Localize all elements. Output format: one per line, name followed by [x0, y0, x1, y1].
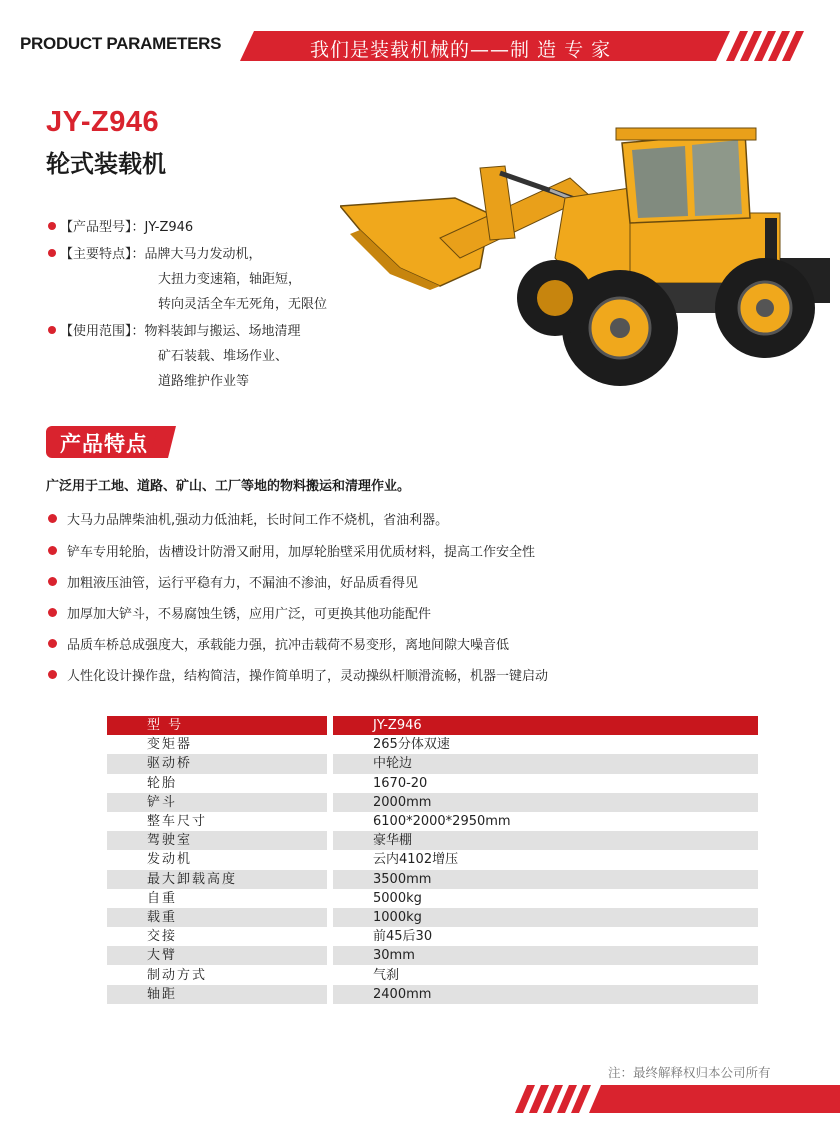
feature-item [48, 541, 535, 560]
feature-text: 人性化设计操作盘，结构简洁，操作简单明了，灵动操纵杆顺滑流畅，机器一键启动 [67, 669, 549, 684]
table-row [107, 774, 758, 793]
wheel-back-left [517, 260, 593, 336]
table-row [107, 850, 758, 869]
table-cell-label: 整车尺寸 [107, 812, 327, 831]
table-cell-label: 大臂 [107, 946, 327, 965]
header-title: PRODUCT PARAMETERS [20, 34, 222, 53]
bullet-icon [48, 222, 56, 230]
table-cell-label: 轴距 [107, 985, 327, 1004]
header-slogan: 我们是装载机械的——制 造 专 家 [310, 39, 612, 61]
spec-features-line: 品牌大马力发动机， [144, 247, 262, 262]
table-cell-label: 铲斗 [107, 793, 327, 812]
table-cell-value: 气刹 [333, 965, 758, 984]
table-cell-label: 发动机 [107, 850, 327, 869]
table-cell-value: 豪华棚 [333, 831, 758, 850]
table-header-label: 型 号 [107, 716, 327, 735]
table-cell-value: 前45后30 [333, 927, 758, 946]
spec-usage-line: 道路维护作业等 [158, 374, 250, 389]
bullet-icon [48, 608, 57, 617]
wheel-rear [715, 258, 815, 358]
table-row [107, 870, 758, 889]
feature-text: 铲车专用轮胎，齿槽设计防滑又耐用，加厚轮胎壁采用优质材料，提高工作安全性 [67, 545, 536, 560]
table-cell-label: 最大卸载高度 [107, 870, 327, 889]
table-cell-label [107, 1004, 327, 1023]
feature-text: 加粗液压油管，运行平稳有力，不漏油不渗油，好品质看得见 [67, 576, 419, 591]
table-row [107, 985, 758, 1004]
table-row [107, 812, 758, 831]
spec-usage-label: 【使用范围】： [60, 324, 145, 339]
table-cell-label: 制动方式 [107, 965, 327, 984]
table-cell-label: 驱动桥 [107, 754, 327, 773]
bullet-icon [48, 639, 57, 648]
feature-item [48, 634, 509, 653]
spec-model-value: JY-Z946 [144, 220, 194, 235]
table-cell-value: 6100*2000*2950mm [333, 812, 758, 831]
table-cell-value: 2000mm [333, 793, 758, 812]
table-row [107, 1004, 758, 1023]
wheel-loader-image [340, 118, 840, 398]
table-row [107, 965, 758, 984]
table-row [107, 754, 758, 773]
table-cell-value: 1670-20 [333, 774, 758, 793]
table-row [107, 946, 758, 965]
spec-table [101, 716, 764, 1023]
table-row [107, 908, 758, 927]
bullet-icon [48, 577, 57, 586]
spec-features-line: 大扭力变速箱，轴距短， [158, 272, 302, 287]
table-cell-value: 云内4102增压 [333, 850, 758, 869]
table-cell-value: 265分体双速 [333, 735, 758, 754]
table-cell-label: 载重 [107, 908, 327, 927]
section-intro: 广泛用于工地、道路、矿山、工厂等地的物料搬运和清理作业。 [46, 479, 411, 494]
feature-text: 品质车桥总成强度大，承载能力强，抗冲击载荷不易变形，离地间隙大噪音低 [67, 638, 510, 653]
table-cell-value: 30mm [333, 946, 758, 965]
section-heading: 产品特点 [60, 432, 148, 456]
table-row [107, 927, 758, 946]
feature-item [48, 509, 448, 528]
table-cell-label: 变矩器 [107, 735, 327, 754]
bullet-icon [48, 326, 56, 334]
table-row [107, 889, 758, 908]
table-cell-value: 1000kg [333, 908, 758, 927]
table-row [107, 793, 758, 812]
feature-item [48, 665, 548, 684]
spec-usage-row [48, 320, 301, 339]
table-cell-label: 交接 [107, 927, 327, 946]
spec-features-line: 转向灵活全车无死角，无限位 [158, 297, 328, 312]
bullet-icon [48, 546, 57, 555]
spec-usage-line: 物料装卸与搬运、场地清理 [144, 324, 301, 339]
bullet-icon [48, 249, 56, 257]
table-cell-value: 中轮边 [333, 754, 758, 773]
bullet-icon [48, 670, 57, 679]
bullet-icon [48, 514, 57, 523]
footer-band [515, 1085, 840, 1113]
product-name: 轮式装载机 [46, 150, 166, 178]
table-cell-label: 驾驶室 [107, 831, 327, 850]
footer-note: 注：最终解释权归本公司所有 [608, 1065, 771, 1080]
spec-features-row [48, 243, 262, 262]
table-cell-value: 3500mm [333, 870, 758, 889]
table-header-row [107, 716, 758, 735]
spec-model-label: 【产品型号】： [60, 220, 145, 235]
feature-item [48, 603, 431, 622]
table-header-value: JY-Z946 [333, 716, 758, 735]
feature-item [48, 572, 418, 591]
feature-text: 加厚加大铲斗，不易腐蚀生锈，应用广泛，可更换其他功能配件 [67, 607, 432, 622]
table-cell-label: 轮胎 [107, 774, 327, 793]
table-row [107, 831, 758, 850]
spec-usage-line: 矿石装载、堆场作业、 [158, 349, 289, 364]
table-cell-value: 5000kg [333, 889, 758, 908]
table-cell-label: 自重 [107, 889, 327, 908]
feature-text: 大马力品牌柴油机,强动力低油耗，长时间工作不烧机，省油利器。 [67, 513, 449, 528]
table-cell-value [333, 1004, 758, 1023]
spec-model-row [48, 216, 193, 235]
model-title: JY-Z946 [46, 106, 160, 138]
spec-features-label: 【主要特点】： [60, 247, 145, 262]
table-row [107, 735, 758, 754]
table-cell-value: 2400mm [333, 985, 758, 1004]
